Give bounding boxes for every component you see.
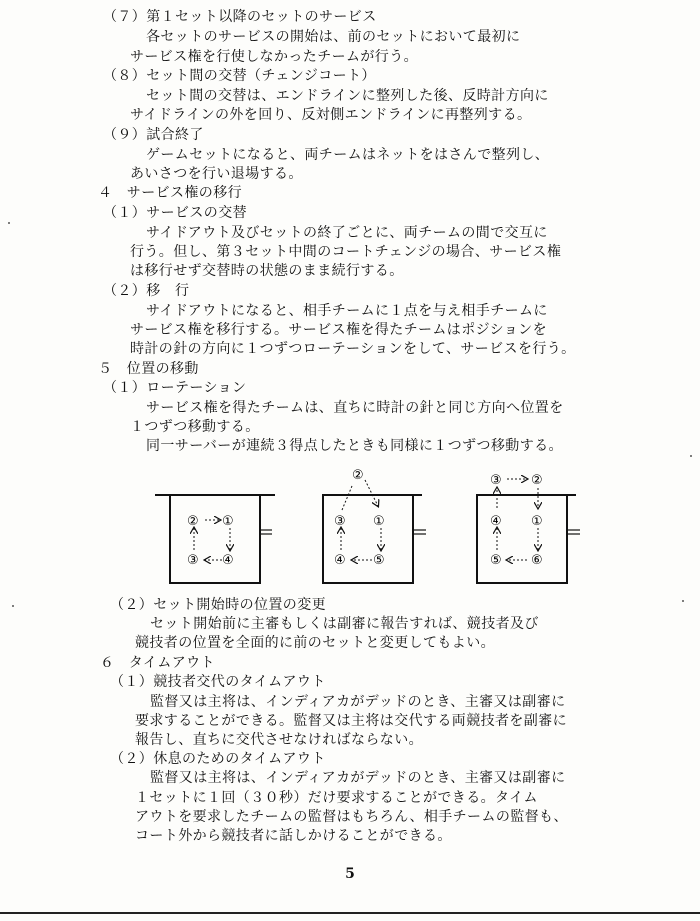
position-marker: ④ xyxy=(222,553,234,568)
paragraph-line: 要求することができる。監督又は主将は交代する両競技者を副審に xyxy=(135,713,567,729)
position-marker: ③ xyxy=(490,473,502,488)
section-7-heading: （７）第１セット以降のセットのサービス xyxy=(103,9,377,25)
paragraph-line: セット開始前に主審もしくは副審に報告すれば、競技者及び xyxy=(150,616,539,632)
section-4-1-heading: （１）サービスの交替 xyxy=(103,205,247,221)
section-5-2-heading: （２）セット開始時の位置の変更 xyxy=(110,597,326,613)
paragraph-line: 報告し、直ちに交代させなければならない。 xyxy=(135,732,423,748)
rotation-diagram-2 xyxy=(323,468,426,583)
position-marker: ⑥ xyxy=(531,553,543,568)
paragraph-line: は移行せず交替時の状態のまま続行する。 xyxy=(130,263,404,279)
paragraph-line: サービス権を得たチームは、直ちに時計の針と同じ方向へ位置を xyxy=(146,400,564,416)
court-outline xyxy=(323,495,413,583)
paragraph-line: ゲームセットになると、両チームはネットをはさんで整列し、 xyxy=(146,147,550,163)
position-marker: ③ xyxy=(334,514,346,529)
position-marker: ④ xyxy=(490,514,502,529)
chapter-4-heading: ４ サービス権の移行 xyxy=(98,185,242,201)
section-6-1-heading: （１）競技者交代のタイムアウト xyxy=(110,674,326,690)
position-marker: ① xyxy=(373,514,385,529)
paragraph-line: 各セットのサービスの開始は、前のセットにおいて最初に xyxy=(146,29,521,45)
scan-speck xyxy=(690,455,692,457)
section-9-heading: （９）試合終了 xyxy=(103,127,204,143)
position-marker: ② xyxy=(187,514,199,529)
chapter-6-heading: ６ タイムアウト xyxy=(100,655,215,671)
rotation-diagram-1 xyxy=(155,495,275,583)
chapter-5-heading: ５ 位置の移動 xyxy=(98,361,199,377)
paragraph-line: 監督又は主将は、インディアカがデッドのとき、主審又は副審に xyxy=(150,694,566,710)
paragraph-line: 時計の針の方向に１つずつローテーションをして、サービスを行う。 xyxy=(130,341,576,357)
paragraph-line: サイドアウト及びセットの終了ごとに、両チームの間で交互に xyxy=(146,225,548,241)
paragraph-line: 同一サーバーが連続３得点したときも同様に１つずつ移動する。 xyxy=(146,438,563,454)
position-marker: ① xyxy=(222,514,234,529)
position-marker: ① xyxy=(531,514,543,529)
rotation-diagrams-svg xyxy=(150,462,590,592)
paragraph-line: アウトを要求したチームの監督はもちろん、相手チームの監督も、 xyxy=(135,809,568,825)
scan-speck xyxy=(682,600,684,602)
paragraph-line: 行う。但し、第３セット中間のコートチェンジの場合、サービス権 xyxy=(130,244,562,260)
paragraph-line: 競技者の位置を全面的に前のセットと変更してもよい。 xyxy=(135,635,495,651)
section-8-heading: （８）セット間の交替（チェンジコート） xyxy=(103,68,376,84)
position-marker: ④ xyxy=(334,553,346,568)
rotation-diagram-3 xyxy=(477,473,580,583)
position-marker: ② xyxy=(352,468,364,483)
position-marker: ② xyxy=(531,473,543,488)
paragraph-line: あいさつを行い退場する。 xyxy=(130,166,303,182)
paragraph-line: 監督又は主将は、インディアカがデッドのとき、主審又は副審に xyxy=(150,770,566,786)
rotation-diagrams xyxy=(150,462,590,592)
paragraph-line: １つずつ移動する。 xyxy=(130,419,260,435)
section-5-1-heading: （１）ローテーション xyxy=(103,380,247,396)
scan-edge-rule xyxy=(0,912,700,914)
scan-speck xyxy=(12,605,14,607)
paragraph-line: サイドラインの外を回り、反対側エンドラインに再整列する。 xyxy=(130,107,532,123)
section-6-2-heading: （２）休息のためのタイムアウト xyxy=(110,751,326,767)
position-marker: ⑤ xyxy=(373,553,385,568)
paragraph-line: １セットに１回（３０秒）だけ要求することができる。タイム xyxy=(135,790,538,806)
paragraph-line: サービス権を移行する。サービス権を得たチームはポジションを xyxy=(130,322,547,338)
scan-speck xyxy=(8,222,10,224)
page-number: 5 xyxy=(345,866,355,882)
paragraph-line: コート外から競技者に話しかけることができる。 xyxy=(135,828,452,844)
paragraph-line: サイドアウトになると、相手チームに１点を与え相手チームに xyxy=(146,303,548,319)
section-4-2-heading: （２）移 行 xyxy=(103,283,190,299)
court-outline xyxy=(477,495,567,583)
court-outline xyxy=(170,495,260,583)
paragraph-line: サービス権を行使しなかったチームが行う。 xyxy=(130,49,418,65)
paragraph-line: セット間の交替は、エンドラインに整列した後、反時計方向に xyxy=(146,88,549,104)
position-marker: ③ xyxy=(187,553,199,568)
position-marker: ⑤ xyxy=(490,553,502,568)
